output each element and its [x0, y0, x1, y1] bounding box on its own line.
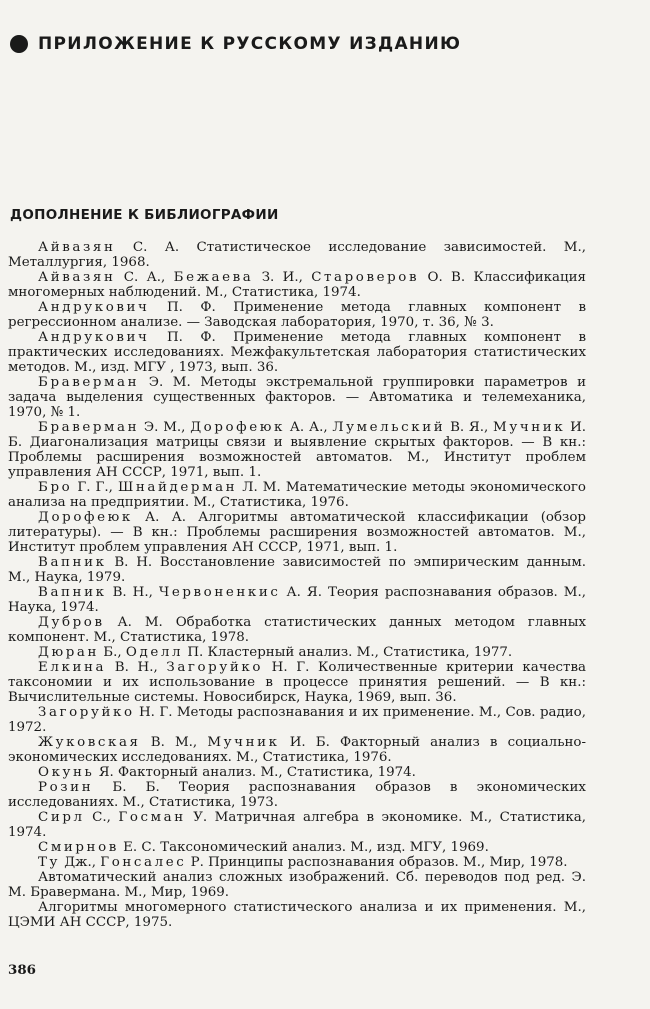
reference-text: И. Б. Диагонализация матрицы связи и выявление скрытых факторов. — В кн.: Проблемы расширения возможностей автоматов. М., Институт проблем управления АН СССР, 1971, вып. 1.: [8, 420, 586, 480]
reference-text: Э. М.,: [139, 420, 191, 435]
reference-text: Я. Факторный анализ. М., Статистика, 1974.: [94, 765, 416, 780]
chapter-title: ПРИЛОЖЕНИЕ К РУССКОМУ ИЗДАНИЮ: [38, 34, 462, 54]
reference-author: Мучник: [207, 735, 280, 750]
reference-author: Вапник: [38, 585, 107, 600]
reference-text: Н. Г. Методы распознавания и их применение. М., Сов. радио, 1972.: [8, 705, 586, 735]
reference-author: Оделл: [125, 645, 184, 660]
reference-author: Вапник: [38, 555, 107, 570]
reference-text: Р. Принципы распознавания образов. М., Мир, 1978.: [186, 855, 568, 870]
reference-author: Браверман: [38, 420, 140, 435]
reference-entry: [8, 300, 586, 330]
reference-text: В. Н. Восстановление зависимостей по эмпирическим данным. М., Наука, 1979.: [8, 555, 586, 585]
reference-text: Б. Б. Теория распознавания образов в экономических исследованиях. М., Статистика, 1973.: [8, 780, 586, 810]
reference-author: Розин: [38, 780, 94, 795]
reference-author: Дубров: [38, 615, 105, 630]
reference-entry: [8, 480, 586, 510]
reference-author: Мучник: [493, 420, 566, 435]
page-number: 386: [8, 962, 36, 978]
reference-entry: [8, 900, 586, 930]
references-list: [8, 240, 586, 930]
reference-entry: [8, 615, 586, 645]
reference-text: А. Я. Теория распознавания образов. М., Наука, 1974.: [8, 585, 586, 615]
reference-entry: [8, 765, 586, 780]
reference-text: Э. М. Методы экстремальной группировки параметров и задача выделения существенных факторов. — Автоматика и телемеханика, 1970, № 1.: [8, 375, 586, 420]
reference-text: Г. Г.,: [72, 480, 119, 495]
reference-entry: [8, 780, 586, 810]
reference-entry: [8, 420, 586, 480]
reference-text: Дж.,: [60, 855, 101, 870]
reference-author: Шнайдерман: [118, 480, 238, 495]
reference-author: Загоруйко: [38, 705, 135, 720]
reference-entry: [8, 510, 586, 555]
reference-author: Андрукович: [38, 330, 150, 345]
reference-author: Сирл: [38, 810, 85, 825]
reference-author: Жуковская: [38, 735, 141, 750]
reference-author: Ту: [38, 855, 61, 870]
reference-entry: [8, 855, 586, 870]
reference-entry: [8, 240, 586, 270]
reference-author: Загоруйко: [166, 660, 263, 675]
reference-text: Н. Г. Количественные критерии качества таксономии и их использование в процессе принятия решений. — В кн.: Вычислительные системы. Новосибирск, Наука, 1969, вып. 36.: [8, 660, 586, 705]
reference-text: В. Н.,: [106, 660, 167, 675]
reference-text: У. Матричная алгебра в экономике. М., Статистика, 1974.: [8, 810, 586, 840]
reference-author: Окунь: [38, 765, 95, 780]
reference-author: Айвазян: [38, 240, 116, 255]
reference-author: Гонсалес: [100, 855, 187, 870]
reference-text: Б.,: [99, 645, 126, 660]
reference-text: А. А. Алгоритмы автоматической классификации (обзор литературы). — В кн.: Проблемы расширения возможностей автоматов. М., Институт проблем управления АН СССР, 1971, вып. 1.: [8, 510, 586, 555]
reference-text: Алгоритмы многомерного статистического анализа и их применения. М., ЦЭМИ АН СССР, 1975.: [8, 900, 586, 930]
reference-text: В. Я.,: [445, 420, 494, 435]
chapter-header: [10, 34, 461, 54]
reference-author: Браверман: [38, 375, 140, 390]
reference-author: Дорофеюк: [38, 510, 133, 525]
reference-entry: [8, 645, 586, 660]
reference-entry: [8, 810, 586, 840]
reference-author: Айвазян: [38, 270, 116, 285]
reference-author: Бро: [38, 480, 73, 495]
reference-entry: [8, 330, 586, 375]
reference-text: Автоматический анализ сложных изображений. Сб. переводов под ред. Э. М. Бравермана. М., Мир, 1969.: [8, 870, 586, 900]
reference-entry: [8, 705, 586, 735]
reference-text: В. Н.,: [106, 585, 159, 600]
reference-author: Андрукович: [38, 300, 150, 315]
reference-text: О. В. Классификация многомерных наблюдений. М., Статистика, 1974.: [8, 270, 587, 300]
reference-text: П. Кластерный анализ. М., Статистика, 1977.: [183, 645, 513, 660]
section-title: ДОПОЛНЕНИЕ К БИБЛИОГРАФИИ: [10, 207, 279, 223]
reference-author: Староверов: [311, 270, 420, 285]
reference-text: С. А. Статистическое исследование зависимостей. М., Металлургия, 1968.: [8, 240, 586, 270]
reference-author: Дюран: [38, 645, 100, 660]
reference-entry: [8, 270, 586, 300]
reference-text: Л. М. Математические методы экономического анализа на предприятии. М., Статистика, 1976.: [8, 480, 586, 510]
reference-author: Дорофеюк: [190, 420, 286, 435]
reference-author: Елкина: [38, 660, 107, 675]
reference-text: П. Ф. Применение метода главных компонент в регрессионном анализе. — Заводская лаборатория, 1970, т. 36, № 3.: [8, 300, 586, 330]
reference-author: Лумельский: [332, 420, 446, 435]
reference-text: П. Ф. Применение метода главных компонент в практических исследованиях. Межфакультетская лаборатория статистических методов. М., изд. МГУ , 1973, вып. 36.: [8, 330, 586, 375]
bullet-icon: [10, 35, 28, 53]
reference-entry: [8, 660, 586, 705]
reference-text: И. Б. Факторный анализ в социально-экономических исследованиях. М., Статистика, 1976.: [8, 735, 586, 765]
reference-text: С. А.,: [115, 270, 174, 285]
reference-author: Бежаева: [173, 270, 254, 285]
reference-author: Госман: [118, 810, 186, 825]
reference-text: С.,: [84, 810, 119, 825]
reference-entry: [8, 840, 586, 855]
reference-text: А. А.,: [285, 420, 333, 435]
reference-author: Червоненкис: [158, 585, 281, 600]
reference-text: Е. С. Таксономический анализ. М., изд. МГУ, 1969.: [118, 840, 489, 855]
reference-text: В. М.,: [140, 735, 208, 750]
reference-entry: [8, 870, 586, 900]
reference-entry: [8, 735, 586, 765]
reference-text: З. И.,: [253, 270, 312, 285]
reference-entry: [8, 585, 586, 615]
reference-entry: [8, 555, 586, 585]
reference-text: А. М. Обработка статистических данных методом главных компонент. М., Статистика, 1978.: [8, 615, 586, 645]
reference-author: Смирнов: [38, 840, 119, 855]
reference-entry: [8, 375, 586, 420]
